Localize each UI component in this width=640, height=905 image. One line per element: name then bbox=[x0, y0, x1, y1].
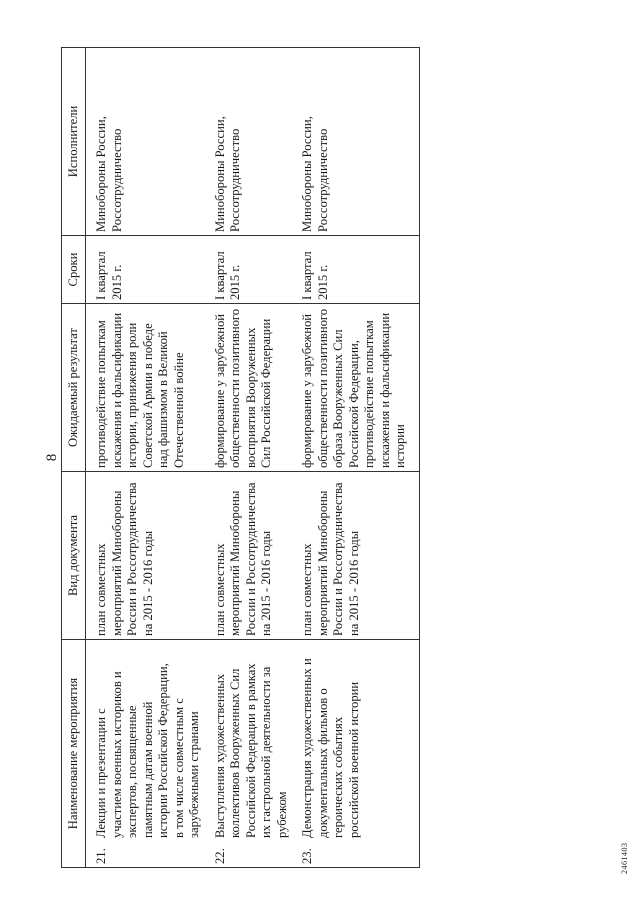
measure-name: Выступления художественных коллективов Вооруженных Сил Российской Федерации в рамках их гастрольной деятельности за рубежом bbox=[212, 663, 289, 838]
row-number: 22. bbox=[212, 848, 227, 864]
cell-result: противодействие попыткам искажения и фальсификации истории, принижения роли Советской Армии в победе над фашизмом в Великой Отечественной войне bbox=[86, 304, 213, 472]
cell-result: формирование у зарубежной общественности позитивного восприятия Вооруженных Сил Российской Федерации bbox=[213, 304, 301, 472]
column-header-executors: Исполнители bbox=[62, 48, 86, 236]
row-number: 21. bbox=[94, 848, 108, 864]
cell-result: формирование у зарубежной общественности позитивного образа Вооруженных Сил Российской Федерации, противодействие попыткам искажения и фальсификации истории bbox=[300, 304, 419, 472]
measure-name: Лекции и презентации с участием военных историков и экспертов, посвященные памятным датам военной истории Российской Федерации, в том числе совместным с зарубежными странами bbox=[94, 663, 201, 838]
column-header-result: Ожидаемый результат bbox=[62, 304, 86, 472]
cell-doc-type: план совместных мероприятий Минобороны России и Россотрудничества на 2015 - 2016 годы bbox=[300, 472, 419, 640]
table-row bbox=[213, 48, 301, 868]
cell-name bbox=[300, 640, 419, 868]
cell-executors: Минобороны России, Россотрудничество bbox=[213, 48, 301, 236]
cell-executors: Минобороны России, Россотрудничество bbox=[86, 48, 213, 236]
measures-table bbox=[61, 47, 420, 868]
row-number: 23. bbox=[300, 848, 314, 864]
column-header-name: Наименование мероприятия bbox=[62, 640, 86, 868]
cell-name bbox=[86, 640, 213, 868]
column-header-term: Сроки bbox=[62, 236, 86, 304]
cell-executors: Минобороны России, Россотрудничество bbox=[300, 48, 419, 236]
cell-term: I квартал 2015 г. bbox=[300, 236, 419, 304]
cell-doc-type: план совместных мероприятий Минобороны России и Россотрудничества на 2015 - 2016 годы bbox=[86, 472, 213, 640]
cell-term: I квартал 2015 г. bbox=[86, 236, 213, 304]
table-row bbox=[300, 48, 419, 868]
table-row bbox=[86, 48, 213, 868]
table-header-row bbox=[62, 48, 86, 868]
cell-doc-type: план совместных мероприятий Минобороны России и Россотрудничества на 2015 - 2016 годы bbox=[213, 472, 301, 640]
document-page bbox=[40, 35, 635, 880]
page-number: 8 bbox=[44, 453, 60, 462]
cell-name bbox=[213, 640, 301, 868]
measure-name: Демонстрация художественных и документальных фильмов о героических событиях российской военной истории bbox=[300, 658, 361, 838]
column-header-doc-type: Вид документа bbox=[62, 472, 86, 640]
cell-term: I квартал 2015 г. bbox=[213, 236, 301, 304]
document-code: 2461403 bbox=[620, 842, 629, 874]
